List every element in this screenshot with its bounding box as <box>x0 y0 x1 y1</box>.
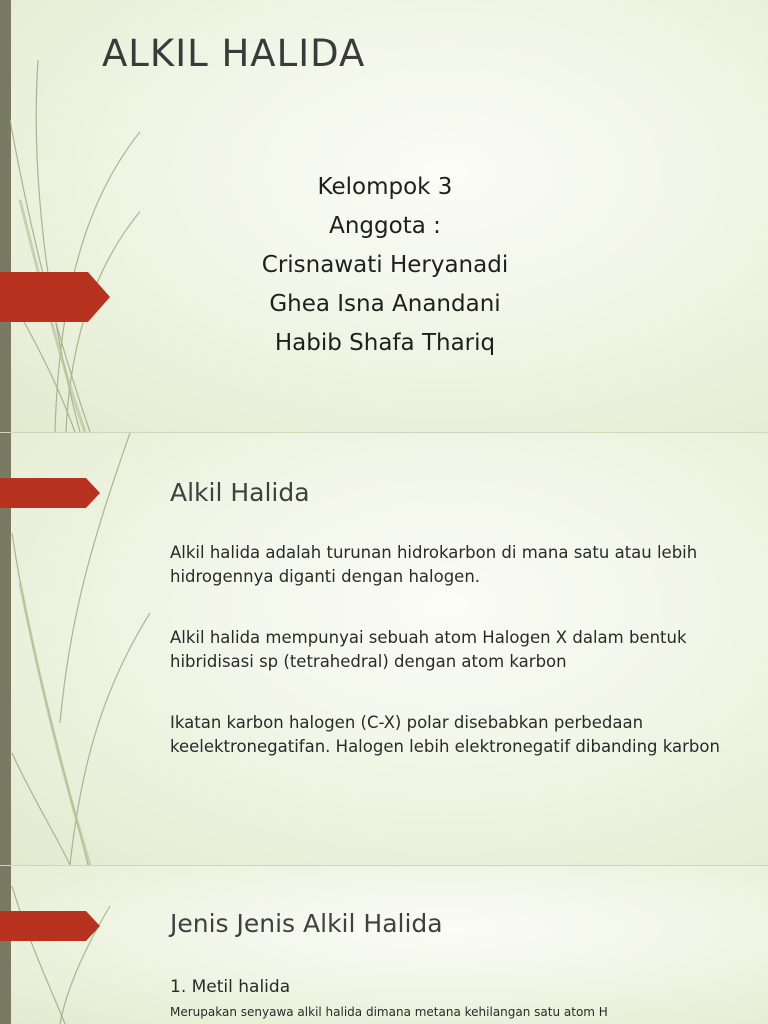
member-line: Crisnawati Heryanadi <box>261 252 509 278</box>
group-members <box>200 168 570 363</box>
accent-arrow-shape <box>0 478 100 508</box>
member-line: Ghea Isna Anandani <box>269 291 501 317</box>
accent-arrow-shape <box>0 272 110 322</box>
paragraph: Merupakan senyawa alkil halida dimana metana kehilangan satu atom H <box>170 1005 608 1019</box>
slide-definition <box>0 433 768 865</box>
slide-title <box>0 0 768 432</box>
member-line: Kelompok 3 <box>317 174 453 200</box>
slide-heading: Jenis Jenis Alkil Halida <box>170 909 443 938</box>
paragraph: Alkil halida mempunyai sebuah atom Halogen X dalam bentuk hibridisasi sp (tetrahedral) dengan atom karbon <box>170 628 687 671</box>
member-line: Habib Shafa Thariq <box>274 330 496 356</box>
decorative-curves <box>0 866 120 1024</box>
paragraph: Ikatan karbon halogen (C-X) polar disebabkan perbedaan keelektronegatifan. Halogen lebih elektronegatif dibanding karbon <box>170 713 720 756</box>
presentation-title: ALKIL HALIDA <box>102 32 366 75</box>
slide-types <box>0 866 768 1024</box>
subheading: 1. Metil halida <box>170 977 291 997</box>
slide-heading: Alkil Halida <box>170 478 310 507</box>
accent-arrow-shape <box>0 911 100 941</box>
member-line: Anggota : <box>329 213 441 239</box>
paragraph: Alkil halida adalah turunan hidrokarbon di mana satu atau lebih hidrogennya diganti dengan halogen. <box>170 543 698 586</box>
